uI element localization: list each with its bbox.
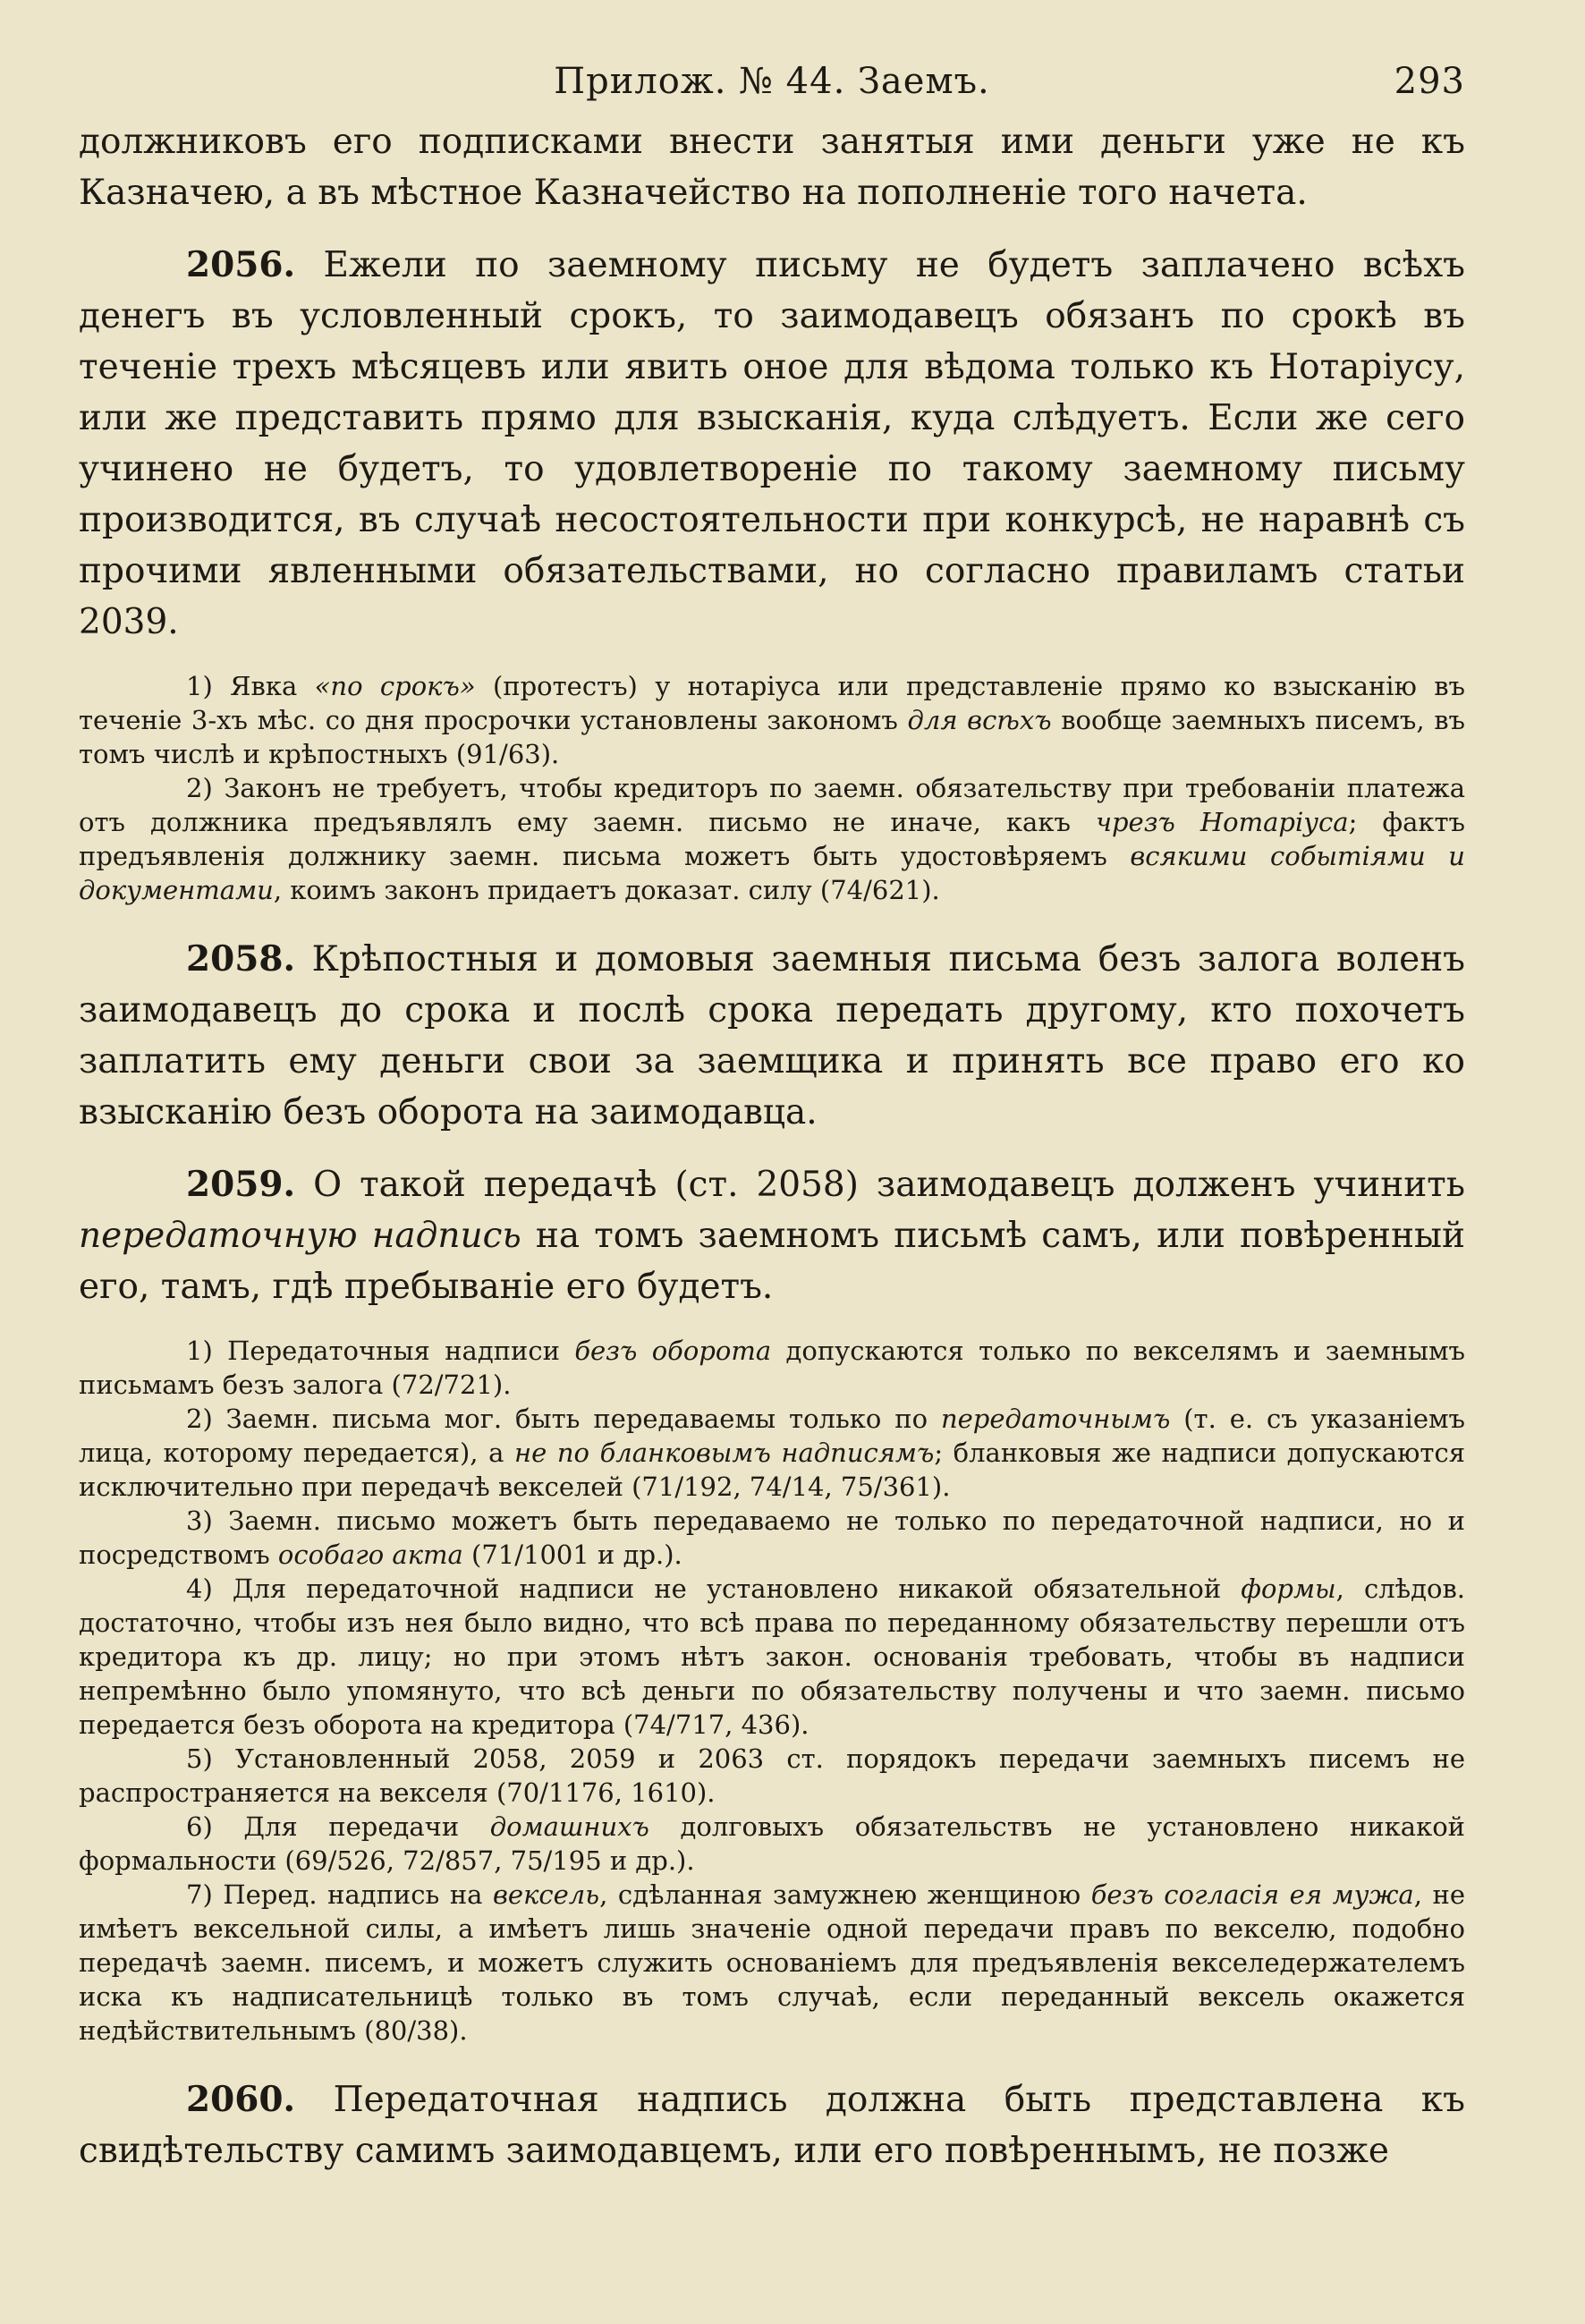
document-page: [79, 54, 1465, 2272]
note-text: 6) Для передачи: [186, 1811, 490, 1842]
note-text: (71/1001 и др.).: [462, 1539, 682, 1570]
note-text: , сдѣланная замужнею женщиною: [599, 1879, 1091, 1910]
note-text: 4) Для передаточной надписи не установлено никакой обязательной: [186, 1573, 1242, 1604]
page-content: [79, 116, 1465, 2176]
note-emphasis: особаго акта: [277, 1539, 463, 1570]
article-text: Передаточная надпись должна быть представлена къ свидѣтельству самимъ заимодавцемъ, или его повѣреннымъ, не позже: [79, 2080, 1465, 2171]
paragraph-continuation: должниковъ его подписками внести занятыя ими деньги уже не къ Казначею, а въ мѣстное Казначейство на пополненіе того начета.: [79, 122, 1465, 213]
article-notes: [79, 669, 1465, 907]
note-text: 2) Законъ не требуетъ, чтобы кредиторъ по заемн. обязательству при требованіи платежа отъ должника предъявлялъ ему заемн. письмо не иначе, какъ: [79, 773, 1465, 837]
note-emphasis: чрезъ Нотаріуса: [1095, 807, 1349, 837]
article-number: 2056.: [186, 244, 296, 285]
note-text: 2) Заемн. письма мог. быть передаваемы только по: [186, 1404, 941, 1434]
running-title: Прилож. № 44. Заемъ.: [554, 61, 990, 102]
note-emphasis: формы: [1241, 1573, 1336, 1604]
note-text: ; фактъ предъявленія должнику заемн. письма можетъ быть удостовѣряемъ: [79, 807, 1465, 871]
note-text: , слѣдов. достаточно, чтобы изъ нея было видно, что всѣ права по переданному обязательству перешли отъ кредитора къ др. лицу; но при этомъ нѣтъ закон. основанія требовать, чтобы въ надписи непремѣнно было упомянуто, что всѣ деньги по обязательству получены и что заемн. письмо передается безъ оборота на кредитора (74/717, 436).: [79, 1573, 1465, 1740]
note-emphasis: всякими событіями и документами: [79, 841, 1465, 905]
article-text: Крѣпостныя и домовыя заемныя письма безъ залога воленъ заимодавецъ до срока и послѣ срока передать другому, кто похочетъ заплатить ему деньги свои за заемщика и принять все право его ко взысканію безъ оборота на заимодавца.: [79, 939, 1465, 1132]
note-item: [79, 771, 1465, 907]
article-text: Ежели по заемному письму не будетъ заплачено всѣхъ денегъ въ условленный срокъ, то заимодавецъ обязанъ по срокѣ въ теченіе трехъ мѣсяцевъ или явить оное для вѣдома только къ Нотаріусу, или же представить прямо для взысканія, куда слѣдуетъ. Если же сего учинено не будетъ, то удовлетвореніе по такому заемному письму производится, въ случаѣ несостоятельности при конкурсѣ, не наравнѣ съ прочими явленными обязательствами, но согласно правиламъ статьи 2039.: [79, 245, 1465, 642]
article-paragraph: [79, 1159, 1465, 1312]
note-item: [79, 1504, 1465, 1572]
note-text: 3) Заемн. письмо можетъ быть передаваемо не только по передаточной надписи, но и посредствомъ: [79, 1506, 1465, 1570]
article-number: 2059.: [186, 1164, 296, 1205]
article-number: 2060.: [186, 2079, 296, 2120]
note-item: [79, 1402, 1465, 1504]
note-text: 1) Передаточныя надписи: [186, 1336, 575, 1366]
note-text: вообще заемныхъ писемъ, въ томъ числѣ и крѣпостныхъ (91/63).: [79, 705, 1466, 769]
note-text: 5) Установленный 2058, 2059 и 2063 ст. порядокъ передачи заемныхъ писемъ не распространяется на векселя (70/1176, 1610).: [79, 1743, 1465, 1808]
note-emphasis: безъ согласія ея мужа: [1090, 1879, 1414, 1910]
note-text: (т. е. съ указаніемъ лица, которому передается), а: [79, 1404, 1465, 1468]
note-item: [79, 1742, 1465, 1810]
note-text: долговыхъ обязательствъ не установлено никакой формальности (69/526, 72/857, 75/195 и др.).: [79, 1811, 1465, 1876]
note-text: ; бланковыя же надписи допускаются исключительно при передачѣ векселей (71/192, 74/14, 75/361).: [79, 1438, 1465, 1502]
article-text: на томъ заемномъ письмѣ самъ, или повѣренный его, тамъ, гдѣ пребываніе его будетъ.: [79, 1216, 1465, 1307]
note-emphasis: вексель: [493, 1879, 600, 1910]
note-emphasis: «по срокъ»: [314, 671, 476, 701]
note-item: [79, 1572, 1465, 1742]
article-emphasis: передаточную надпись: [79, 1216, 521, 1256]
page-number: 293: [1394, 61, 1465, 102]
article-notes: [79, 1334, 1465, 2048]
note-emphasis: домашнихъ: [489, 1811, 649, 1842]
note-text: , не имѣетъ вексельной силы, а имѣетъ лишь значеніе одной передачи правъ по векселю, подобно передачѣ заемн. писемъ, и можетъ служить основаніемъ для предъявленія векселедержателемъ иска къ надписательницѣ только въ томъ случаѣ, если переданный вексель окажется недѣйствительнымъ (80/38).: [79, 1879, 1465, 2046]
article-paragraph: [79, 240, 1465, 648]
article-paragraph: [79, 2074, 1465, 2176]
note-emphasis: для всѣхъ: [907, 705, 1052, 735]
note-text: допускаются только по векселямъ и заемнымъ письмамъ безъ залога (72/721).: [79, 1336, 1465, 1400]
note-text: , коимъ законъ придаетъ доказат. силу (74/621).: [273, 875, 940, 905]
note-emphasis: безъ оборота: [574, 1336, 772, 1366]
page-header: [79, 54, 1465, 116]
note-item: [79, 1878, 1465, 2048]
note-text: (протестъ) у нотаріуса или представленіе прямо ко взысканію въ теченіе 3-хъ мѣс. со дня просрочки установлены закономъ: [79, 671, 1465, 735]
note-item: [79, 669, 1465, 771]
note-item: [79, 1334, 1465, 1402]
article-number: 2058.: [186, 938, 296, 980]
note-item: [79, 1810, 1465, 1878]
article-text: О такой передачѣ (ст. 2058) заимодавецъ долженъ учинить: [295, 1165, 1465, 1205]
note-text: 7) Перед. надпись на: [186, 1879, 494, 1910]
note-emphasis: не по бланковымъ надписямъ: [513, 1438, 935, 1468]
note-emphasis: передаточнымъ: [940, 1404, 1171, 1434]
note-text: 1) Явка: [186, 671, 315, 701]
article-paragraph: [79, 934, 1465, 1138]
